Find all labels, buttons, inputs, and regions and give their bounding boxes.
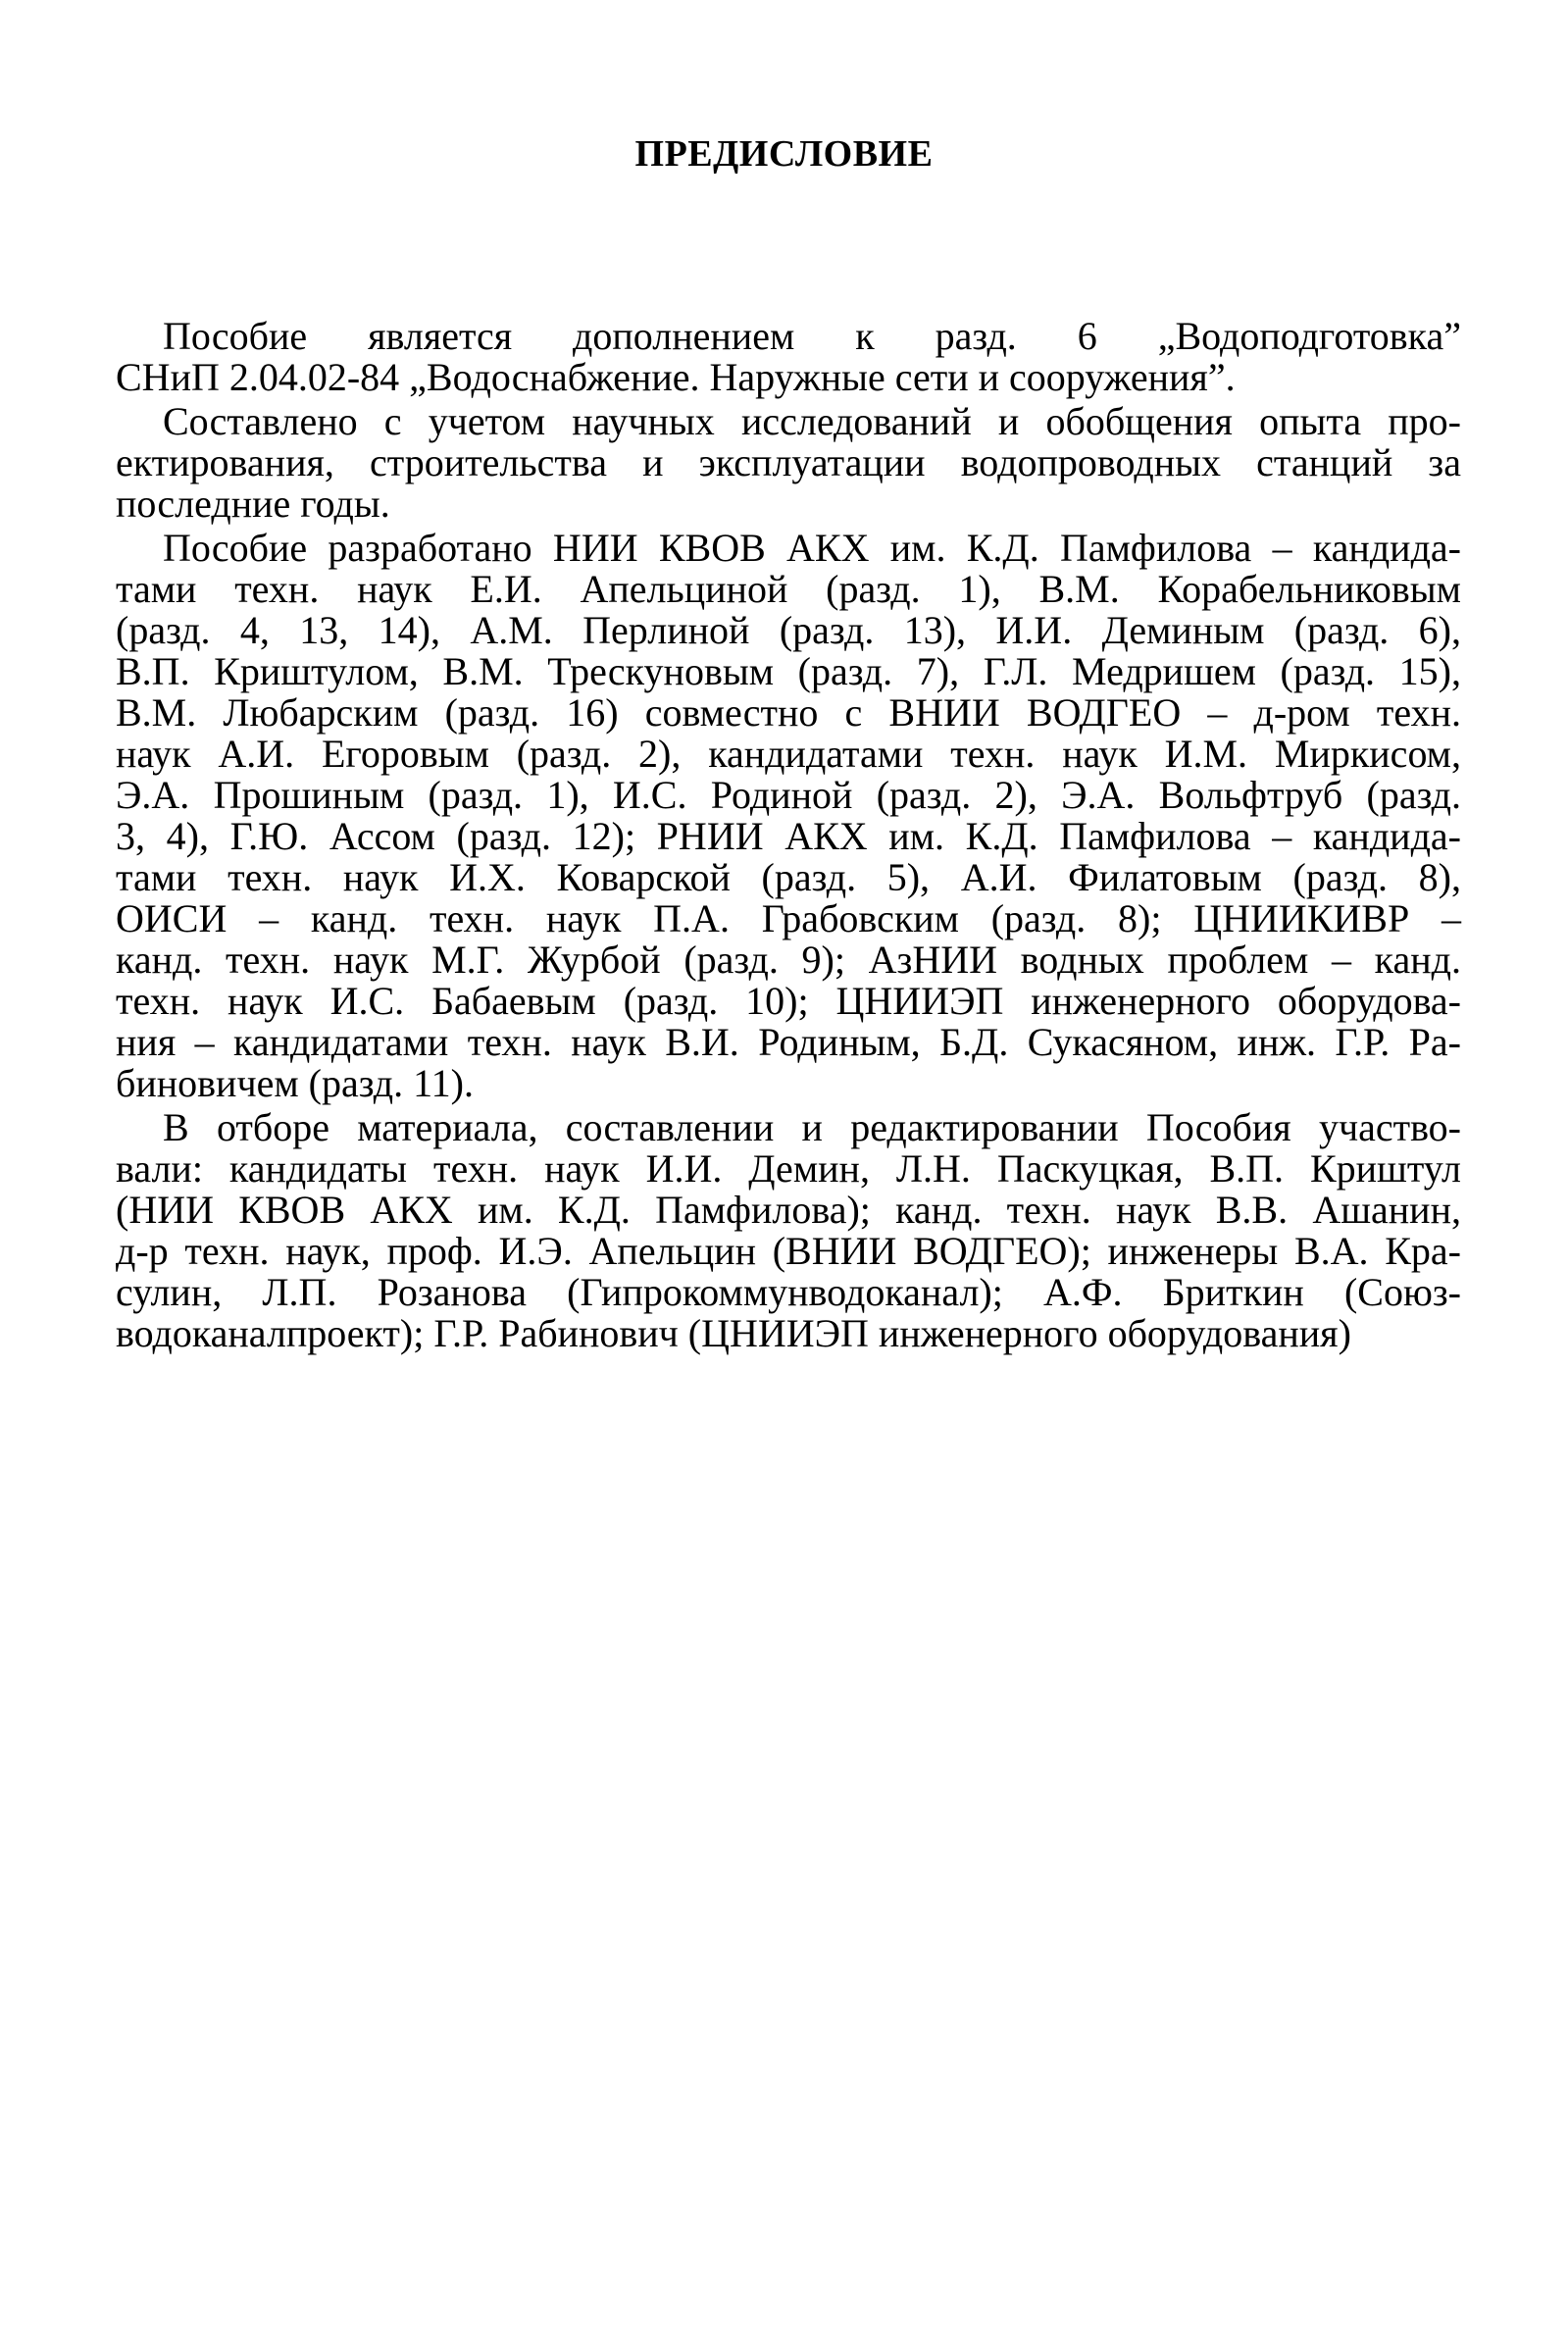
paragraph-2 bbox=[116, 401, 1461, 525]
text-line: В.П. Криштулом, В.М. Трескуновым (разд. 7), Г.Л. Медришем (разд. 15), bbox=[116, 649, 1461, 693]
text-line: техн. наук И.С. Бабаевым (разд. 10); ЦНИИЭП инженерного оборудова- bbox=[116, 979, 1461, 1023]
text-line: канд. техн. наук М.Г. Журбой (разд. 9); АзНИИ водных проблем – канд. bbox=[116, 938, 1461, 982]
paragraph-1 bbox=[116, 316, 1461, 398]
text-line: Э.А. Прошиным (разд. 1), И.С. Родиной (разд. 2), Э.А. Вольфтруб (разд. bbox=[116, 773, 1461, 817]
preface-body bbox=[116, 316, 1461, 1357]
text-line: биновичем (разд. 11). bbox=[116, 1061, 474, 1105]
text-line: Составлено с учетом научных исследований и обобщения опыта про- bbox=[163, 399, 1461, 443]
text-line: последние годы. bbox=[116, 482, 390, 526]
text-line: тами техн. наук Е.И. Апельциной (разд. 1), В.М. Корабельниковым bbox=[116, 567, 1461, 611]
text-line: Пособие разработано НИИ КВОВ АКХ им. К.Д. Памфилова – кандида- bbox=[163, 526, 1461, 570]
text-line: сулин, Л.П. Розанова (Гипрокоммунводоканал); А.Ф. Бриткин (Союз- bbox=[116, 1270, 1461, 1314]
text-line: тами техн. наук И.Х. Коварской (разд. 5), А.И. Филатовым (разд. 8), bbox=[116, 855, 1461, 899]
text-line: 3, 4), Г.Ю. Ассом (разд. 12); РНИИ АКХ им. К.Д. Памфилова – кандида- bbox=[116, 814, 1461, 858]
text-line: вали: кандидаты техн. наук И.И. Демин, Л.Н. Паскуцкая, В.П. Криштул bbox=[116, 1146, 1461, 1191]
page-title: ПРЕДИСЛОВИЕ bbox=[634, 133, 934, 175]
paragraph-4 bbox=[116, 1107, 1461, 1354]
text-line: Пособие является дополнением к разд. 6 „Водоподготовка” bbox=[163, 314, 1461, 358]
text-line: ектирования, строительства и эксплуатации водопроводных станций за bbox=[116, 440, 1461, 484]
text-line: ния – кандидатами техн. наук В.И. Родиным, Б.Д. Сукасяном, инж. Г.Р. Ра- bbox=[116, 1020, 1461, 1064]
text-line: (разд. 4, 13, 14), А.М. Перлиной (разд. 13), И.И. Деминым (разд. 6), bbox=[116, 608, 1461, 652]
text-line: д-р техн. наук, проф. И.Э. Апельцин (ВНИИ ВОДГЕО); инженеры В.А. Кра- bbox=[116, 1229, 1461, 1273]
text-line: наук А.И. Егоровым (разд. 2), кандидатами техн. наук И.М. Миркисом, bbox=[116, 732, 1461, 776]
text-line: В.М. Любарским (разд. 16) совместно с ВНИИ ВОДГЕО – д-ром техн. bbox=[116, 690, 1461, 735]
paragraph-3 bbox=[116, 528, 1461, 1104]
text-line: (НИИ КВОВ АКХ им. К.Д. Памфилова); канд. техн. наук В.В. Ашанин, bbox=[116, 1188, 1461, 1232]
text-line: СНиП 2.04.02-84 „Водоснабжение. Наружные сети и сооружения”. bbox=[116, 355, 1236, 399]
text-line: ОИСИ – канд. техн. наук П.А. Грабовским (разд. 8); ЦНИИКИВР – bbox=[116, 896, 1461, 940]
text-line: В отборе материала, составлении и редактировании Пособия участво- bbox=[163, 1105, 1461, 1149]
text-line: водоканалпроект); Г.Р. Рабинович (ЦНИИЭП инженерного оборудования) bbox=[116, 1311, 1351, 1355]
